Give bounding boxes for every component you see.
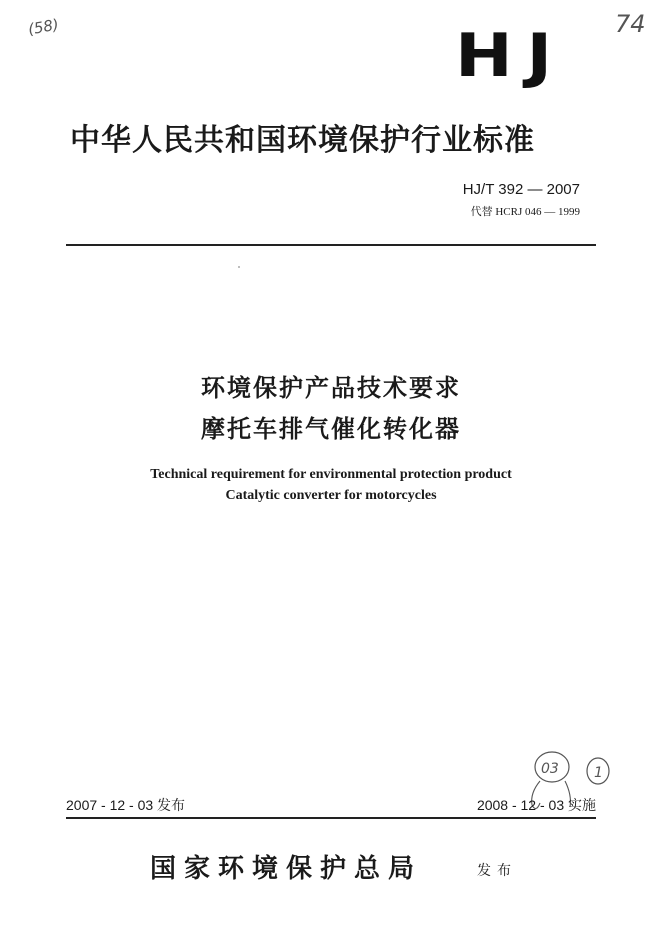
circle-mark-1-text: 03 bbox=[541, 761, 559, 777]
cn-title-line-1: 环境保护产品技术要求 bbox=[201, 374, 461, 402]
implementation-date: 2008 - 12 - 03 实施 bbox=[476, 797, 596, 813]
en-title-line-1: Technical requirement for environmental protection product bbox=[150, 467, 512, 482]
top-divider bbox=[66, 244, 596, 246]
issue-date: 2007 - 12 - 03 发布 bbox=[66, 797, 186, 813]
scan-speck bbox=[238, 266, 240, 268]
hj-logo: HJ bbox=[455, 21, 567, 91]
bottom-divider bbox=[66, 817, 596, 819]
publisher-name: 国家环境保护总局 bbox=[150, 854, 423, 884]
circle-mark-2-text: 1 bbox=[594, 765, 603, 781]
en-title-line-2: Catalytic converter for motorcycles bbox=[225, 488, 437, 503]
handwritten-page-number: 74 bbox=[615, 10, 646, 38]
handwritten-page-mark: (58) bbox=[26, 15, 61, 39]
replaces-standard: 代替 HCRJ 046 — 1999 bbox=[470, 206, 580, 218]
standard-code: HJ/T 392 — 2007 bbox=[462, 181, 580, 198]
org-title: 中华人民共和国环境保护行业标准 bbox=[70, 123, 535, 158]
cn-title-line-2: 摩托车排气催化转化器 bbox=[201, 415, 461, 443]
publisher-suffix: 发布 bbox=[477, 863, 517, 879]
